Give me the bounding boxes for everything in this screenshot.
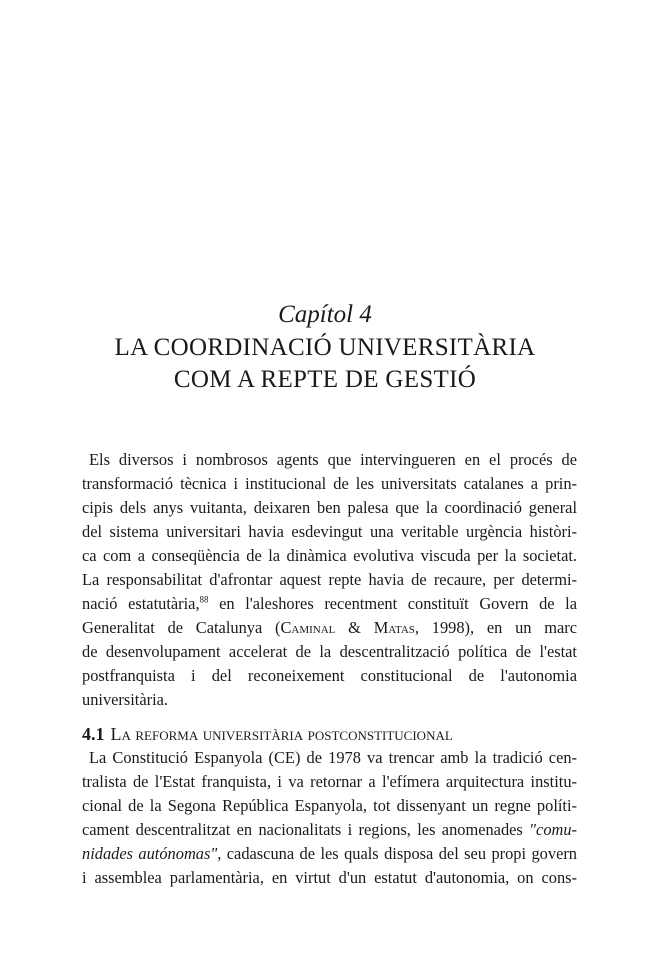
text-line: La Constitució Espanyola (CE) de 1978 va trencar amb la tradició cen- <box>89 748 577 767</box>
section-heading <box>82 722 577 746</box>
text-line: transformació tècnica i institucional de les universitats catalanes a prin- <box>82 474 577 493</box>
chapter-label: Capítol 4 <box>278 301 372 328</box>
text-fragment: Generalitat de Catalunya ( <box>82 618 281 637</box>
text-fragment: & <box>335 618 374 637</box>
text-line: Els diversos i nombrosos agents que intervingueren en el procés de <box>89 450 577 469</box>
citation-author: Caminal <box>280 618 336 637</box>
text-line <box>82 616 577 640</box>
text-fragment: , 1998), en un marc <box>414 618 577 637</box>
text-line: de desenvolupament accelerat de la descentralització política de l'estat <box>82 642 577 661</box>
citation-author: Matas <box>373 618 415 637</box>
chapter-title-line-2: COM A REPTE DE GESTIÓ <box>173 366 477 393</box>
chapter-heading <box>0 300 650 396</box>
section-number: 4.1 <box>82 724 105 744</box>
text-line <box>82 818 577 842</box>
text-line: cional de la Segona República Espanyola, tot dissenyant un regne políti- <box>82 796 577 815</box>
text-fragment: , cadascuna de les quals disposa del seu propi govern <box>217 844 577 863</box>
text-line: ca com a conseqüència de la dinàmica evolutiva viscuda per la societat. <box>82 546 577 565</box>
text-fragment: nació estatutària, <box>82 594 200 613</box>
text-line: tralista de l'Estat franquista, i va retornar a l'efímera arquitectura institu- <box>82 772 577 791</box>
section-paragraph <box>82 746 577 890</box>
text-line: cipis dels anys vuitanta, deixaren ben palesa que la coordinació general <box>82 498 577 517</box>
chapter-title-line-1: LA COORDINACIÓ UNIVERSITÀRIA <box>114 334 536 361</box>
text-line: La responsabilitat d'afrontar aquest repte havia de recaure, per determi- <box>82 570 577 589</box>
section-title: La reforma universitària postconstitucional <box>110 724 453 744</box>
text-line: universitària. <box>82 690 169 709</box>
text-fragment: en l'aleshores recentment constituït Govern de la <box>208 594 577 613</box>
intro-paragraph <box>82 448 577 712</box>
italic-term: "comu- <box>529 820 577 839</box>
text-line: postfranquista i del reconeixement constitucional de l'autonomia <box>82 666 577 685</box>
footnote-marker: 88 <box>199 594 209 605</box>
text-fragment: cament descentralitzat en nacionalitats i regions, les anomenades <box>82 820 530 839</box>
text-line <box>82 592 577 616</box>
text-line: del sistema universitari havia esdevingut una veritable urgència històri- <box>82 522 577 541</box>
italic-term: nidades autónomas" <box>82 844 218 863</box>
text-line <box>82 842 577 866</box>
text-line: i assemblea parlamentària, en virtut d'un estatut d'autonomia, on cons- <box>82 868 577 887</box>
